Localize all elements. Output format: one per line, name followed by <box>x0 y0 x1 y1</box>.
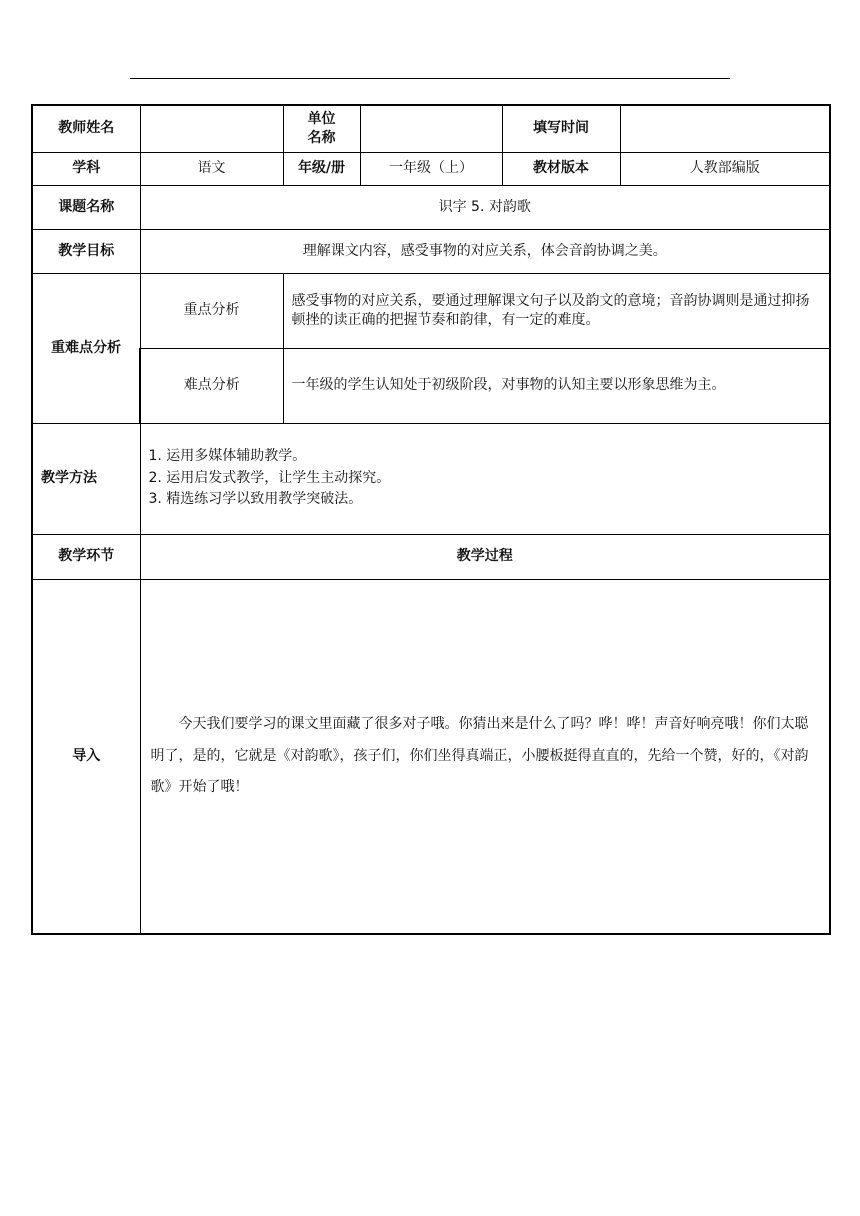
teacher-name-value <box>140 105 283 152</box>
analysis-label: 重难点分析 <box>32 273 140 423</box>
unit-name-value <box>360 105 502 152</box>
process-header-row <box>32 534 830 579</box>
objective-label: 教学目标 <box>32 229 140 273</box>
teacher-name-label: 教师姓名 <box>32 105 140 152</box>
unit-label-line2: 名称 <box>307 129 336 146</box>
subject-value: 语文 <box>140 152 283 185</box>
teacher-row <box>32 105 830 152</box>
fill-time-value <box>620 105 830 152</box>
fill-time-label: 填写时间 <box>502 105 620 152</box>
process-header: 教学过程 <box>140 534 830 579</box>
stage-header: 教学环节 <box>32 534 140 579</box>
key-point-row <box>32 273 830 348</box>
methods-label: 教学方法 <box>32 423 140 534</box>
lesson-plan-table <box>31 104 831 935</box>
edition-label: 教材版本 <box>502 152 620 185</box>
intro-label: 导入 <box>32 579 140 934</box>
subject-label: 学科 <box>32 152 140 185</box>
difficulty-value: 一年级的学生认知处于初级阶段，对事物的认知主要以形象思维为主。 <box>283 348 830 423</box>
objective-value: 理解课文内容，感受事物的对应关系，体会音韵协调之美。 <box>140 229 830 273</box>
intro-text: 今天我们要学习的课文里面藏了很多对子哦。你猜出来是什么了吗？哗！哗！声音好响亮哦！你们太聪明了，是的，它就是《对韵歌》，孩子们，你们坐得真端正，小腰板挺得直直的，先给一个赞，好的，《对韵歌》开始了哦！ <box>150 716 809 795</box>
lesson-title-label: 课题名称 <box>32 185 140 229</box>
methods-row <box>32 423 830 534</box>
edition-value: 人教部编版 <box>620 152 830 185</box>
grade-label: 年级/册 <box>283 152 360 185</box>
method-item: 2. 运用启发式教学，让学生主动探究。 <box>148 469 391 486</box>
intro-text-cell <box>140 579 830 934</box>
methods-list-cell <box>140 423 830 534</box>
difficulty-label: 难点分析 <box>140 348 283 423</box>
key-point-value: 感受事物的对应关系，要通过理解课文句子以及韵文的意境；音韵协调则是通过抑扬顿挫的读正确的把握节奏和韵律，有一定的难度。 <box>283 273 830 348</box>
key-point-label: 重点分析 <box>140 273 283 348</box>
grade-value: 一年级（上） <box>360 152 502 185</box>
objective-row <box>32 229 830 273</box>
methods-list <box>141 446 830 511</box>
lesson-title-value: 识字 5. 对韵歌 <box>140 185 830 229</box>
lesson-title-row <box>32 185 830 229</box>
difficulty-row <box>32 348 830 423</box>
unit-label-line1: 单位 <box>307 110 336 127</box>
header-rule <box>130 78 730 79</box>
method-item: 3. 精选练习学以致用教学突破法。 <box>148 491 363 508</box>
intro-row <box>32 579 830 934</box>
method-item: 1. 运用多媒体辅助教学。 <box>148 447 307 464</box>
unit-name-label <box>283 105 360 152</box>
subject-row <box>32 152 830 185</box>
